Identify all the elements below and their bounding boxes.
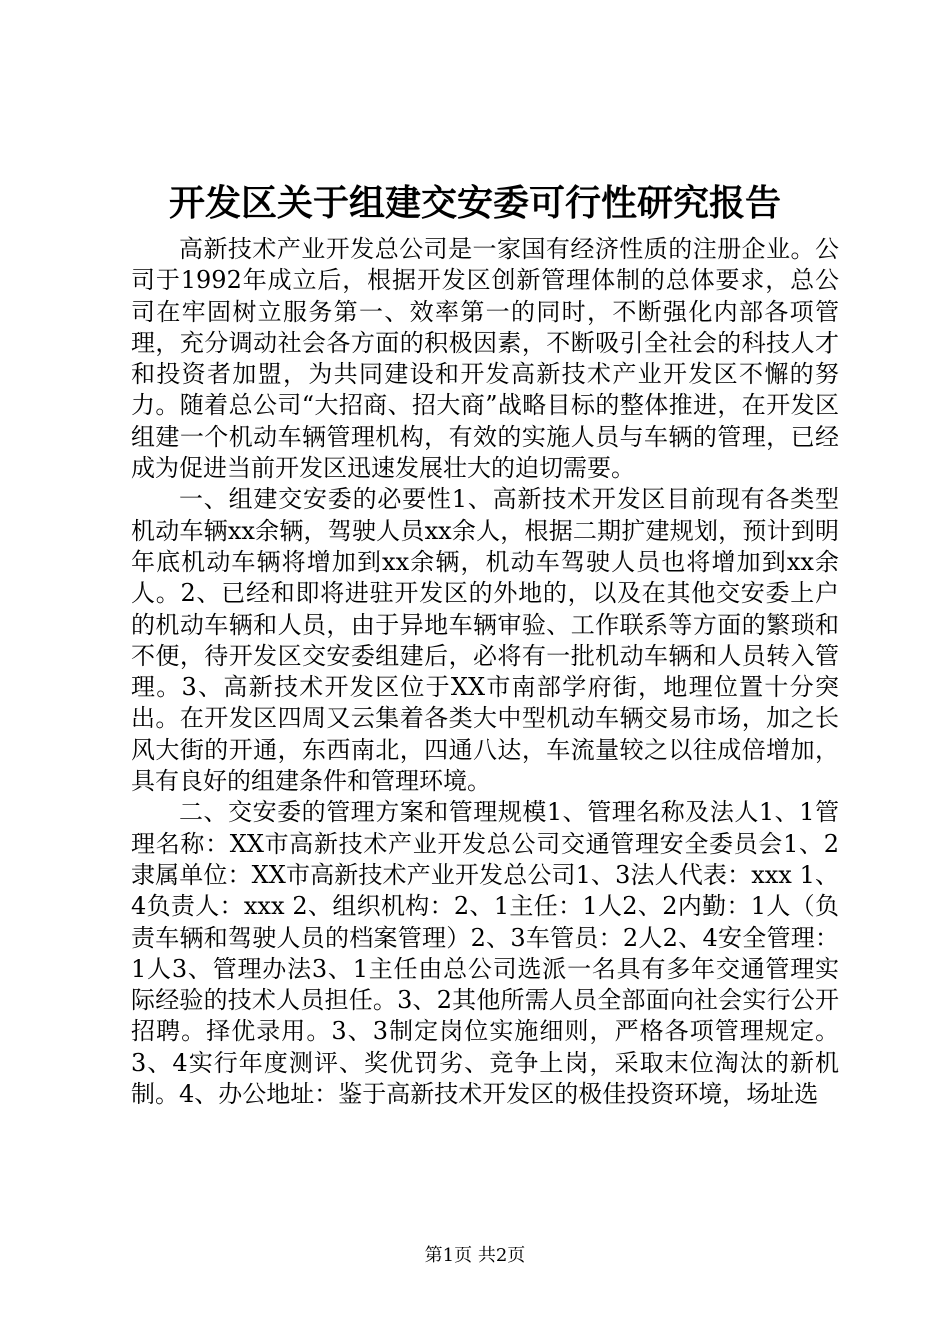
page-number-footer: 第1页 共2页 (424, 1245, 526, 1266)
paragraph-management-plan: 二、交安委的管理方案和管理规模1、管理名称及法人1、1管理名称：XX市高新技术产业开发总公司交通管理安全委员会1、2隶属单位：XX市高新技术产业开发总公司1、3法人代表：xxx 1、4负责人：xxx 2、组织机构：2、1主任：1人2、2内勤：1人（负责车辆和驾驶人员的档案管理）2、3车管员：2人2、4安全管理：1人3、管理办法3、1主任由总公司选派一名具有多年交通管理实际经验的技术人员担任。3、2其他所需人员全部面向社会实行公开招聘。择优录用。3、3制定岗位实施细则，严格各项管理规定。3、4实行年度测评、奖优罚劣、竞争上岗，采取末位淘汰的新机制。4、办公地址：鉴于高新技术开发区的极佳投资环境，场址选 (131, 798, 839, 1109)
document-title: 开发区关于组建交安委可行性研究报告 (168, 183, 781, 224)
paragraph-intro: 高新技术产业开发总公司是一家国有经济性质的注册企业。公司于1992年成立后，根据开发区创新管理体制的总体要求，总公司在牢固树立服务第一、效率第一的同时，不断强化内部各项管理，充分调动社会各方面的积极因素，不断吸引全社会的科技人才和投资者加盟，为共同建设和开发高新技术产业开发区不懈的努力。随着总公司“大招商、招大商”战略目标的整体推进，在开发区组建一个机动车辆管理机构，有效的实施人员与车辆的管理，已经成为促进当前开发区迅速发展壮大的迫切需要。 (131, 235, 839, 483)
paragraph-necessity: 一、组建交安委的必要性1、高新技术开发区目前现有各类型机动车辆xx余辆，驾驶人员xx余人，根据二期扩建规划，预计到明年底机动车辆将增加到xx余辆，机动车驾驶人员也将增加到xx余人。2、已经和即将进驻开发区的外地的，以及在其他交安委上户的机动车辆和人员，由于异地车辆审验、工作联系等方面的繁琐和不便，待开发区交安委组建后，必将有一批机动车辆和人员转入管理。3、高新技术开发区位于XX市南部学府街，地理位置十分突出。在开发区四周又云集着各类大中型机动车辆交易市场，加之长风大街的开通，东西南北，四通八达，车流量较之以往成倍增加，具有良好的组建条件和管理环境。 (131, 485, 839, 796)
document-body (131, 234, 839, 1110)
